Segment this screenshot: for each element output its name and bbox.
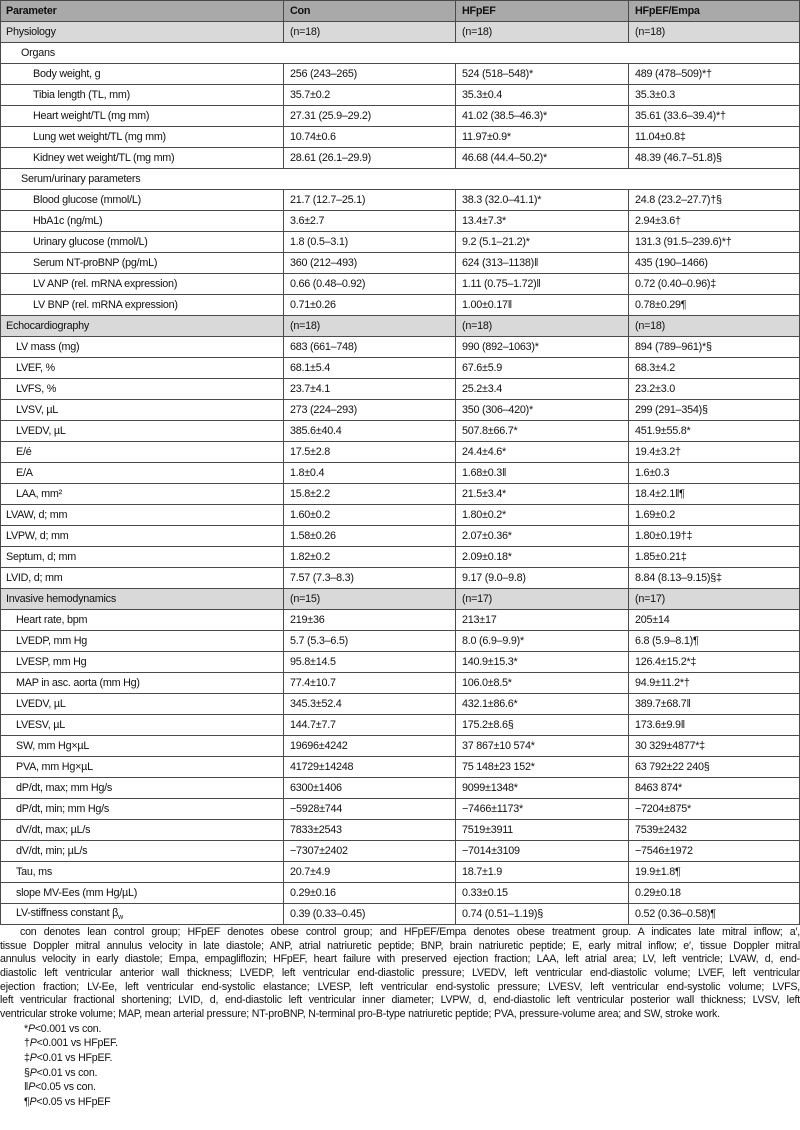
parameter-label: MAP in asc. aorta (mm Hg) [16, 677, 140, 689]
parameter-label: dV/dt, max; µL/s [16, 824, 91, 836]
value-cell-con: 5.7 (5.3–6.5) [284, 631, 456, 652]
value-cell-hfpef-empa: (n=17) [629, 589, 800, 610]
value-cell-hfpef: −7466±1173* [456, 799, 629, 820]
value-cell-hfpef: 11.97±0.9* [456, 127, 629, 148]
parameter-cell [1, 715, 284, 736]
value-cell-hfpef-empa: 435 (190–1466) [629, 253, 800, 274]
value-cell-con: 1.8 (0.5–3.1) [284, 232, 456, 253]
table-body [1, 22, 800, 925]
value-cell-hfpef: 35.3±0.4 [456, 85, 629, 106]
table-row [1, 610, 800, 631]
footnote-line: annulus velocity in early diastole; Empa, empagliflozin; HFpEF, heart failure with preserved ejection fraction; LAA, left atrial area; LV, left ventricle; LVAW, d, end- [0, 953, 800, 966]
footnote-line: diastolic left ventricular anterior wall thickness; LVEDP, left ventricular end-diastolic pressure; LVEDV, left ventricular end-diastolic volume; LVEF, left ventricular [0, 967, 800, 980]
note-p: P [28, 1081, 36, 1094]
parameter-label: Body weight, g [33, 68, 101, 80]
note-p: P [27, 1022, 35, 1035]
parameter-label: Serum/urinary parameters [21, 173, 141, 185]
value-cell-con: 256 (243–265) [284, 64, 456, 85]
parameter-cell [1, 820, 284, 841]
value-cell-con: 385.6±40.4 [284, 421, 456, 442]
value-cell-hfpef: 140.9±15.3* [456, 652, 629, 673]
table-row [1, 127, 800, 148]
value-cell-hfpef-empa: 8.84 (8.13–9.15)§‡ [629, 568, 800, 589]
value-cell-hfpef: 21.5±3.4* [456, 484, 629, 505]
table-row [1, 820, 800, 841]
table-row [1, 421, 800, 442]
value-cell-hfpef-empa: 94.9±11.2*† [629, 673, 800, 694]
value-cell-con: 17.5±2.8 [284, 442, 456, 463]
value-cell-hfpef-empa: 205±14 [629, 610, 800, 631]
value-cell-hfpef-empa: 30 329±4877*‡ [629, 736, 800, 757]
parameter-cell [1, 736, 284, 757]
value-cell-hfpef: (n=17) [456, 589, 629, 610]
value-cell-hfpef: 2.07±0.36* [456, 526, 629, 547]
value-cell-hfpef: 18.7±1.9 [456, 862, 629, 883]
value-cell-con: 6300±1406 [284, 778, 456, 799]
value-cell-con: 20.7±4.9 [284, 862, 456, 883]
table-row [1, 736, 800, 757]
table-row [1, 379, 800, 400]
value-cell-hfpef-empa: 35.61 (33.6–39.4)*† [629, 106, 800, 127]
section-row [1, 589, 800, 610]
value-cell-hfpef-empa: 126.4±15.2*‡ [629, 652, 800, 673]
value-cell-hfpef-empa: 68.3±4.2 [629, 358, 800, 379]
value-cell-hfpef-empa: 11.04±0.8‡ [629, 127, 800, 148]
value-cell-hfpef-empa: 6.8 (5.9–8.1)¶ [629, 631, 800, 652]
table-row [1, 148, 800, 169]
parameter-cell [1, 505, 284, 526]
value-cell-hfpef-empa: 1.85±0.21‡ [629, 547, 800, 568]
note-symbol: * [24, 1022, 28, 1035]
parameter-cell [1, 757, 284, 778]
value-cell-hfpef: 507.8±66.7* [456, 421, 629, 442]
table-row [1, 841, 800, 862]
value-cell-hfpef-empa: 131.3 (91.5–239.6)*† [629, 232, 800, 253]
parameter-label: Heart weight/TL (mg mm) [33, 110, 150, 122]
value-cell-hfpef-empa: (n=18) [629, 316, 800, 337]
value-cell-hfpef: 990 (892–1063)* [456, 337, 629, 358]
parameter-cell [1, 232, 284, 253]
parameter-label: Tibia length (TL, mm) [33, 89, 130, 101]
value-cell-hfpef: 1.11 (0.75–1.72)‖ [456, 274, 629, 295]
parameter-label: LVESP, mm Hg [16, 656, 87, 668]
value-cell-hfpef-empa: 1.80±0.19†‡ [629, 526, 800, 547]
table-row [1, 904, 800, 925]
parameter-cell [1, 211, 284, 232]
value-cell-hfpef: −7014±3109 [456, 841, 629, 862]
parameter-label: LVID, d; mm [6, 572, 63, 584]
footnote-line: left ventricular fractional shortening; LVID, d, end-diastolic left ventricular inner diameter; LVPW, d, end-diastolic left ventricular posterior wall thickness; LVSV, left [0, 994, 800, 1007]
parameter-cell [1, 400, 284, 421]
parameter-cell [1, 799, 284, 820]
value-cell-hfpef-empa: 1.6±0.3 [629, 463, 800, 484]
note-text: <0.05 vs con. [35, 1081, 96, 1094]
note-p: P [29, 1052, 37, 1064]
value-cell-hfpef: 1.80±0.2* [456, 505, 629, 526]
value-cell-hfpef: 75 148±23 152* [456, 757, 629, 778]
note-symbol: § [24, 1066, 30, 1079]
note-symbol: † [24, 1037, 30, 1050]
table-row [1, 64, 800, 85]
value-cell-con: −5928±744 [284, 799, 456, 820]
table-row [1, 274, 800, 295]
value-cell-hfpef: 8.0 (6.9–9.9)* [456, 631, 629, 652]
significance-notes [0, 1022, 800, 1110]
value-cell-con: 68.1±5.4 [284, 358, 456, 379]
table-header-row [1, 1, 800, 22]
value-cell-con: 19696±4242 [284, 736, 456, 757]
value-cell-hfpef-empa: 2.94±3.6† [629, 211, 800, 232]
parameter-cell [1, 631, 284, 652]
table-row [1, 631, 800, 652]
value-cell-hfpef: 67.6±5.9 [456, 358, 629, 379]
value-cell-con: 28.61 (26.1–29.9) [284, 148, 456, 169]
table-row [1, 211, 800, 232]
parameter-cell [1, 442, 284, 463]
parameter-label: LVEDP, mm Hg [16, 635, 88, 647]
significance-note [0, 1095, 800, 1110]
value-cell-con: 273 (224–293) [284, 400, 456, 421]
value-cell-hfpef: (n=18) [456, 22, 629, 43]
table-row [1, 526, 800, 547]
footnote-line: tissue Doppler mitral annulus velocity in late diastole; ANP, atrial natriuretic peptide; BNP, brain natriuretic peptide; E, early mitral inflow; e′, tissue Doppler mitral [0, 939, 800, 952]
note-symbol: ‡ [24, 1052, 30, 1064]
abbreviations-paragraph [0, 926, 800, 1022]
value-cell-hfpef-empa: 389.7±68.7‖ [629, 694, 800, 715]
parameter-label: Heart rate, bpm [16, 614, 88, 626]
note-text: <0.001 vs con. [34, 1022, 102, 1035]
parameter-cell [1, 64, 284, 85]
table-row [1, 190, 800, 211]
value-cell-hfpef-empa: 35.3±0.3 [629, 85, 800, 106]
column-header-parameter: Parameter [1, 1, 284, 22]
parameter-cell [1, 22, 284, 43]
value-cell-hfpef: 9099±1348* [456, 778, 629, 799]
value-cell-hfpef: 350 (306–420)* [456, 400, 629, 421]
footnote-line: ventricular stroke volume; MAP, mean arterial pressure; NT-proBNP, N-terminal pro-B-type natriuretic peptide; PVA, pressure-volume area; and SW, stroke work. [0, 1008, 720, 1021]
parameter-cell [1, 589, 284, 610]
parameter-label: dV/dt, min; µL/s [16, 845, 88, 857]
value-cell-hfpef: 24.4±4.6* [456, 442, 629, 463]
parameter-label: E/é [16, 446, 32, 458]
value-cell-con: 35.7±0.2 [284, 85, 456, 106]
parameter-cell [1, 127, 284, 148]
parameter-cell [1, 841, 284, 862]
value-cell-hfpef: 0.74 (0.51–1.19)§ [456, 904, 629, 925]
parameter-label: Invasive hemodynamics [6, 593, 116, 605]
parameter-subscript: w [118, 914, 123, 922]
parameter-cell [1, 673, 284, 694]
parameter-cell [1, 148, 284, 169]
parameter-label: LAA, mm² [16, 488, 62, 500]
parameter-cell [1, 862, 284, 883]
footnote-line: ejection fraction; LV-Ee, left ventricular end-systolic elastance; LVESP, left ventricular end-systolic pressure; LVESV, left ventricular end-systolic volume; LVFS, [0, 980, 800, 993]
table-row [1, 484, 800, 505]
table-row [1, 673, 800, 694]
table-row [1, 295, 800, 316]
value-cell-hfpef: 41.02 (38.5–46.3)* [456, 106, 629, 127]
value-cell-hfpef: 46.68 (44.4–50.2)* [456, 148, 629, 169]
value-cell-con: 0.66 (0.48–0.92) [284, 274, 456, 295]
column-header-con: Con [284, 1, 456, 22]
significance-note [0, 1051, 800, 1066]
value-cell-hfpef-empa: 173.6±9.9‖ [629, 715, 800, 736]
value-cell-con: 683 (661–748) [284, 337, 456, 358]
value-cell-hfpef-empa: 24.8 (23.2–27.7)†§ [629, 190, 800, 211]
parameter-cell [1, 43, 800, 64]
value-cell-hfpef: 106.0±8.5* [456, 673, 629, 694]
value-cell-con: 23.7±4.1 [284, 379, 456, 400]
parameter-cell [1, 358, 284, 379]
value-cell-hfpef-empa: 23.2±3.0 [629, 379, 800, 400]
value-cell-hfpef-empa: 7539±2432 [629, 820, 800, 841]
section-row [1, 22, 800, 43]
parameter-label: Blood glucose (mmol/L) [33, 194, 141, 206]
parameter-cell [1, 106, 284, 127]
parameter-cell [1, 568, 284, 589]
parameter-label: LVFS, % [16, 383, 57, 395]
value-cell-hfpef-empa: 18.4±2.1‖¶ [629, 484, 800, 505]
parameter-label: Urinary glucose (mmol/L) [33, 236, 148, 248]
value-cell-hfpef: 0.33±0.15 [456, 883, 629, 904]
value-cell-hfpef: 13.4±7.3* [456, 211, 629, 232]
value-cell-con: 1.58±0.26 [284, 526, 456, 547]
parameter-cell [1, 778, 284, 799]
value-cell-hfpef-empa: 894 (789–961)*§ [629, 337, 800, 358]
table-row [1, 505, 800, 526]
parameter-cell [1, 169, 800, 190]
parameter-cell [1, 316, 284, 337]
parameter-cell [1, 652, 284, 673]
parameter-label: LV ANP (rel. mRNA expression) [33, 278, 178, 290]
value-cell-hfpef-empa: 19.4±3.2† [629, 442, 800, 463]
parameter-cell [1, 190, 284, 211]
value-cell-hfpef: 9.17 (9.0–9.8) [456, 568, 629, 589]
value-cell-con: 77.4±10.7 [284, 673, 456, 694]
parameter-label: LV BNP (rel. mRNA expression) [33, 299, 178, 311]
table-row [1, 106, 800, 127]
value-cell-con: 1.8±0.4 [284, 463, 456, 484]
parameter-cell [1, 253, 284, 274]
column-header-hfpef: HFpEF [456, 1, 629, 22]
table-row [1, 442, 800, 463]
parameter-label: LV mass (mg) [16, 341, 80, 353]
parameter-label: Physiology [6, 26, 56, 38]
value-cell-hfpef-empa: 451.9±55.8* [629, 421, 800, 442]
value-cell-hfpef-empa: (n=18) [629, 22, 800, 43]
parameter-cell [1, 421, 284, 442]
value-cell-con: 3.6±2.7 [284, 211, 456, 232]
value-cell-hfpef: 7519±3911 [456, 820, 629, 841]
parameter-cell [1, 337, 284, 358]
parameter-cell [1, 379, 284, 400]
value-cell-con: 7833±2543 [284, 820, 456, 841]
parameter-label: LVESV, µL [16, 719, 65, 731]
value-cell-hfpef: 9.2 (5.1–21.2)* [456, 232, 629, 253]
table-row [1, 358, 800, 379]
table-row [1, 85, 800, 106]
value-cell-hfpef-empa: 0.52 (0.36–0.58)¶ [629, 904, 800, 925]
parameter-label: Tau, ms [16, 866, 53, 878]
value-cell-hfpef: 38.3 (32.0–41.1)* [456, 190, 629, 211]
parameter-cell [1, 274, 284, 295]
value-cell-con: 219±36 [284, 610, 456, 631]
value-cell-hfpef-empa: 489 (478–509)*† [629, 64, 800, 85]
note-text: <0.05 vs HFpEF [36, 1095, 111, 1108]
note-text: <0.001 vs HFpEF. [36, 1037, 118, 1050]
parameter-label: HbA1c (ng/mL) [33, 215, 103, 227]
table-row [1, 463, 800, 484]
value-cell-hfpef-empa: 19.9±1.8¶ [629, 862, 800, 883]
value-cell-con: (n=18) [284, 22, 456, 43]
value-cell-con: 10.74±0.6 [284, 127, 456, 148]
table-row [1, 757, 800, 778]
value-cell-con: 1.82±0.2 [284, 547, 456, 568]
value-cell-con: 144.7±7.7 [284, 715, 456, 736]
value-cell-hfpef: (n=18) [456, 316, 629, 337]
parameter-label: slope MV-Ees (mm Hg/µL) [16, 887, 138, 899]
value-cell-con: 7.57 (7.3–8.3) [284, 568, 456, 589]
table-row [1, 652, 800, 673]
parameter-label: Serum NT-proBNP (pg/mL) [33, 257, 158, 269]
note-symbol: ¶ [24, 1095, 30, 1108]
column-header-hfpef-empa: HFpEF/Empa [629, 1, 800, 22]
parameter-label: dP/dt, max; mm Hg/s [16, 782, 113, 794]
parameter-label: LVEDV, µL [16, 698, 66, 710]
table-row [1, 232, 800, 253]
parameter-label: Septum, d; mm [6, 551, 76, 563]
value-cell-con: 345.3±52.4 [284, 694, 456, 715]
value-cell-con: 1.60±0.2 [284, 505, 456, 526]
parameter-label: Lung wet weight/TL (mg mm) [33, 131, 166, 143]
value-cell-con: 41729±14248 [284, 757, 456, 778]
value-cell-con: 15.8±2.2 [284, 484, 456, 505]
table-row [1, 883, 800, 904]
value-cell-con: (n=18) [284, 316, 456, 337]
table-row [1, 715, 800, 736]
value-cell-con: 0.71±0.26 [284, 295, 456, 316]
value-cell-hfpef: 213±17 [456, 610, 629, 631]
value-cell-hfpef-empa: 0.78±0.29¶ [629, 295, 800, 316]
parameter-cell [1, 526, 284, 547]
group-row [1, 43, 800, 64]
note-text: <0.01 vs con. [36, 1066, 98, 1079]
parameter-cell [1, 484, 284, 505]
table-row [1, 253, 800, 274]
table-row [1, 337, 800, 358]
parameter-cell [1, 295, 284, 316]
parameter-cell [1, 463, 284, 484]
parameter-cell [1, 694, 284, 715]
parameter-cell [1, 85, 284, 106]
value-cell-hfpef: 2.09±0.18* [456, 547, 629, 568]
parameter-label: PVA, mm Hg×µL [16, 761, 93, 773]
parameter-label: Echocardiography [6, 320, 90, 332]
value-cell-hfpef: 1.68±0.3‖ [456, 463, 629, 484]
value-cell-hfpef: 37 867±10 574* [456, 736, 629, 757]
table-row [1, 862, 800, 883]
value-cell-con: 0.39 (0.33–0.45) [284, 904, 456, 925]
parameter-label: E/A [16, 467, 33, 479]
value-cell-con: (n=15) [284, 589, 456, 610]
parameter-label: SW, mm Hg×µL [16, 740, 90, 752]
significance-note [0, 1066, 800, 1081]
value-cell-con: 0.29±0.16 [284, 883, 456, 904]
value-cell-hfpef: 1.00±0.17‖ [456, 295, 629, 316]
value-cell-hfpef: 524 (518–548)* [456, 64, 629, 85]
parameter-label: LV-stiffness constant β [16, 906, 119, 919]
value-cell-con: 27.31 (25.9–29.2) [284, 106, 456, 127]
table-footnotes [0, 926, 800, 1109]
parameter-label: dP/dt, min; mm Hg/s [16, 803, 110, 815]
value-cell-hfpef-empa: 299 (291–354)§ [629, 400, 800, 421]
note-p: P [29, 1037, 37, 1050]
note-p: P [29, 1095, 37, 1108]
value-cell-hfpef-empa: 48.39 (46.7–51.8)§ [629, 148, 800, 169]
group-row [1, 169, 800, 190]
value-cell-hfpef-empa: 0.72 (0.40–0.96)‡ [629, 274, 800, 295]
value-cell-con: 95.8±14.5 [284, 652, 456, 673]
value-cell-hfpef-empa: −7546±1972 [629, 841, 800, 862]
value-cell-hfpef-empa: 8463 874* [629, 778, 800, 799]
value-cell-hfpef: 432.1±86.6* [456, 694, 629, 715]
note-text: <0.01 vs HFpEF. [36, 1052, 113, 1064]
table-row [1, 547, 800, 568]
value-cell-hfpef-empa: 0.29±0.18 [629, 883, 800, 904]
parameter-cell [1, 883, 284, 904]
section-row [1, 316, 800, 337]
value-cell-con: 360 (212–493) [284, 253, 456, 274]
parameter-label: Kidney wet weight/TL (mg mm) [33, 152, 175, 164]
footnote-line: con denotes lean control group; HFpEF denotes obese control group; and HFpEF/Empa denotes obese treatment group. A indicates late mitral inflow; a′, [20, 926, 800, 938]
table-row [1, 799, 800, 820]
parameter-label: LVPW, d; mm [6, 530, 69, 542]
note-p: P [29, 1066, 37, 1079]
value-cell-con: −7307±2402 [284, 841, 456, 862]
parameter-label: LVEDV, µL [16, 425, 66, 437]
significance-note [0, 1022, 800, 1037]
value-cell-hfpef: 25.2±3.4 [456, 379, 629, 400]
parameter-label: Organs [21, 47, 55, 59]
table-row [1, 400, 800, 421]
table-row [1, 568, 800, 589]
significance-note [0, 1080, 800, 1095]
parameter-label: LVAW, d; mm [6, 509, 68, 521]
table-row [1, 694, 800, 715]
parameter-cell [1, 547, 284, 568]
parameter-label: LVSV, µL [16, 404, 59, 416]
parameter-cell [1, 610, 284, 631]
value-cell-hfpef: 175.2±8.6§ [456, 715, 629, 736]
value-cell-con: 21.7 (12.7–25.1) [284, 190, 456, 211]
table-row [1, 778, 800, 799]
value-cell-hfpef: 624 (313–1138)‖ [456, 253, 629, 274]
note-symbol: ‖ [24, 1081, 29, 1094]
parameter-cell [1, 904, 284, 925]
significance-note [0, 1036, 800, 1051]
value-cell-hfpef-empa: 63 792±22 240§ [629, 757, 800, 778]
parameter-label: LVEF, % [16, 362, 55, 374]
value-cell-hfpef-empa: 1.69±0.2 [629, 505, 800, 526]
value-cell-hfpef-empa: −7204±875* [629, 799, 800, 820]
